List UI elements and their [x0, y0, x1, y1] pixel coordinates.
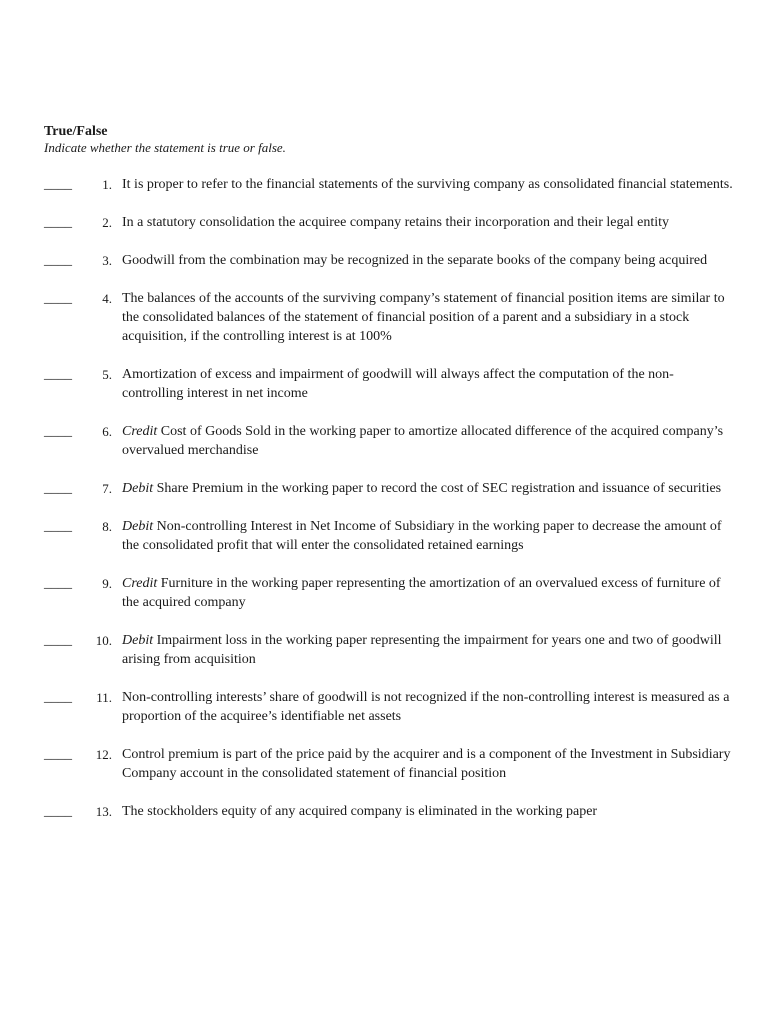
- question-number: 8.: [102, 519, 112, 534]
- question-text: [112, 422, 734, 460]
- question-number: 10.: [95, 633, 112, 648]
- question-statement: Control premium is part of the price paid by the acquirer and is a component of the Investment in Subsidiary Company account in the consolidated statement of financial position: [122, 747, 731, 781]
- question-text: [112, 745, 734, 783]
- question-text: [112, 251, 734, 270]
- question-number: 5.: [102, 367, 112, 382]
- worksheet-page: [44, 124, 734, 840]
- answer-blank[interactable]: ____: [44, 291, 72, 306]
- answer-blank[interactable]: ____: [44, 367, 72, 382]
- question-text: [112, 365, 734, 403]
- answer-blank[interactable]: ____: [44, 519, 72, 534]
- question-statement: Share Premium in the working paper to record the cost of SEC registration and issuance of securities: [153, 481, 722, 496]
- question-text: [112, 631, 734, 669]
- question-item-1: [44, 175, 734, 194]
- answer-blank[interactable]: ____: [44, 215, 72, 230]
- question-item-2: [44, 213, 734, 232]
- question-lead-term: Debit: [122, 481, 154, 496]
- question-statement: Impairment loss in the working paper representing the impairment for years one and two of goodwill arising from acquisition: [122, 633, 722, 667]
- question-statement: Non-controlling interests’ share of goodwill is not recognized if the non-controlling interest is measured as a proportion of the acquiree’s identifiable net assets: [122, 690, 730, 724]
- question-statement: Furniture in the working paper representing the amortization of an overvalued excess of furniture of the acquired company: [122, 576, 721, 610]
- question-lead-term: Debit: [122, 519, 154, 534]
- question-number: 1.: [102, 177, 112, 192]
- question-item-12: [44, 745, 734, 783]
- question-item-6: [44, 422, 734, 460]
- answer-blank[interactable]: ____: [44, 747, 72, 762]
- question-item-13: [44, 802, 734, 821]
- question-item-3: [44, 251, 734, 270]
- question-number: 12.: [95, 747, 112, 762]
- question-number: 11.: [96, 690, 112, 705]
- question-item-5: [44, 365, 734, 403]
- question-item-10: [44, 631, 734, 669]
- question-list: [44, 175, 734, 821]
- question-statement: Cost of Goods Sold in the working paper to amortize allocated difference of the acquired company’s overvalued merchandise: [122, 424, 724, 458]
- question-item-8: [44, 517, 734, 555]
- question-text: [112, 175, 734, 194]
- answer-blank[interactable]: ____: [44, 424, 72, 439]
- question-statement: Amortization of excess and impairment of goodwill will always affect the computation of the non-controlling interest in net income: [122, 367, 674, 401]
- question-number: 7.: [102, 481, 112, 496]
- question-number: 4.: [102, 291, 112, 306]
- question-statement: It is proper to refer to the financial statements of the surviving company as consolidated financial statements.: [122, 177, 733, 192]
- question-item-4: [44, 289, 734, 346]
- answer-blank[interactable]: ____: [44, 804, 72, 819]
- question-text: [112, 213, 734, 232]
- question-text: [112, 517, 734, 555]
- section-instructions: Indicate whether the statement is true or false.: [44, 140, 286, 155]
- question-lead-term: Credit: [122, 576, 158, 591]
- question-number: 9.: [102, 576, 112, 591]
- question-statement: In a statutory consolidation the acquiree company retains their incorporation and their legal entity: [122, 215, 669, 230]
- answer-blank[interactable]: ____: [44, 177, 72, 192]
- answer-blank[interactable]: ____: [44, 690, 72, 705]
- answer-blank[interactable]: ____: [44, 576, 72, 591]
- question-statement: The balances of the accounts of the surviving company’s statement of financial position items are similar to the consolidated balances of the statement of financial position of a parent and a subsidiary in a stock acquisition, if the controlling interest is at 100%: [122, 291, 725, 344]
- question-number: 3.: [102, 253, 112, 268]
- question-item-9: [44, 574, 734, 612]
- question-item-11: [44, 688, 734, 726]
- question-statement: Non-controlling Interest in Net Income of Subsidiary in the working paper to decrease the amount of the consolidated profit that will enter the consolidated retained earnings: [122, 519, 722, 553]
- answer-blank[interactable]: ____: [44, 633, 72, 648]
- question-text: [112, 574, 734, 612]
- question-text: [112, 479, 734, 498]
- question-statement: The stockholders equity of any acquired company is eliminated in the working paper: [122, 804, 598, 819]
- question-number: 6.: [102, 424, 112, 439]
- question-statement: Goodwill from the combination may be recognized in the separate books of the company being acquired: [122, 253, 708, 268]
- question-lead-term: Credit: [122, 424, 158, 439]
- question-item-7: [44, 479, 734, 498]
- question-number: 13.: [95, 804, 112, 819]
- section-title: True/False: [44, 124, 108, 139]
- answer-blank[interactable]: ____: [44, 253, 72, 268]
- question-lead-term: Debit: [122, 633, 154, 648]
- question-text: [112, 688, 734, 726]
- question-number: 2.: [102, 215, 112, 230]
- answer-blank[interactable]: ____: [44, 481, 72, 496]
- question-text: [112, 802, 734, 821]
- question-text: [112, 289, 734, 346]
